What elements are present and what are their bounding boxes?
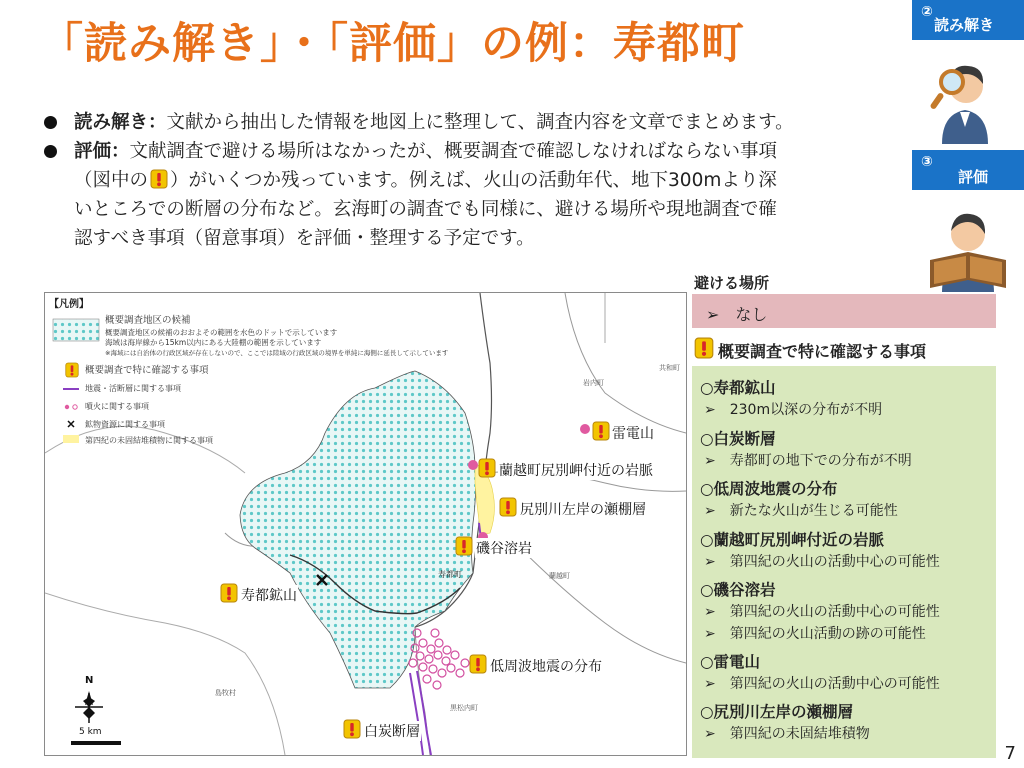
confirm-item-sub: ➢ 第四紀の火山活動の跡の可能性 [704,626,926,642]
confirm-item-name: ○低周波地震の分布 [700,480,838,498]
step-label: 読み解き [934,16,995,34]
bullet-evaluation-label: 評価： [74,141,130,162]
legend-volcano-icon [65,405,69,409]
bullet-list [44,108,904,253]
admin-boundary [515,543,686,663]
page-number: 7 [1004,743,1016,764]
confirm-item-sub: ➢ 第四紀の火山の活動中心の可能性 [704,554,940,570]
confirm-item-sub: ➢ 230m以深の分布が不明 [704,402,883,418]
rankoshi-volcano-dot [468,460,478,470]
legend-candidate-label: 概要調査地区の候補 [105,315,191,326]
legend-candidate-note: 海域は海岸線から15km以内にある大陸棚の範囲を示しています [105,338,322,347]
north-label: N [85,675,94,686]
person-reading-book-icon [924,204,1012,292]
town-label-kuromatsunai: 黒松内町 [450,704,478,712]
confirm-heading-mark-icon [694,337,714,359]
confirm-item-name: ○蘭越町尻別岬付近の岩脈 [700,531,885,549]
legend-candidate-swatch [53,319,99,341]
caution-mark-icon [593,422,609,440]
map-label-shiribetsu: 尻別川左岸の瀬棚層 [519,499,647,519]
confirm-item-name: ○磯谷溶岩 [700,581,776,599]
bullet-evaluation-text-b1: （図中の [74,170,149,191]
page-title: 「読み解き」・「評価」の例：寿都町 [40,19,745,69]
caution-mark-icon [456,537,472,555]
north-arrow-icon [75,691,103,723]
bullet-evaluation [44,137,904,253]
caution-mark-icon [344,720,360,738]
person-with-magnifier-icon [930,52,1000,144]
raidenyama-volcano-dot [580,424,590,434]
map-label-isoya: 磯谷溶岩 [475,538,533,558]
caution-mark-icon [221,584,237,602]
legend-fault-label: 地震・活断層に関する事項 [85,384,181,393]
town-label-rankoshi: 蘭越町 [549,572,570,580]
legend-special-label: 概要調査で特に確認する事項 [85,365,209,376]
town-label-suttsu: 寿都町 [438,570,462,579]
legend-title: 【凡例】 [49,299,89,310]
step-badge-evaluation [912,150,1024,190]
map-label-rankoshi: 蘭越町尻別岬付近の岩脈 [498,460,654,480]
confirm-item-sub: ➢ 第四紀の未固結堆積物 [704,726,870,742]
legend-mineral-icon [68,421,74,427]
bullet-evaluation-text-b2: ）がいくつか残っています。例えば、火山の活動年代、地下300mより深 [170,170,777,191]
map-canvas [45,293,686,755]
legend-quaternary-label: 第四紀の未固結堆積物に関する事項 [85,436,213,445]
scale-label: 5 km [79,727,102,737]
bullet-reading [44,108,904,137]
bullet-evaluation-text-c: いところでの断層の分布など。玄海町の調査でも同様に、避ける場所や現地調査で確 [74,199,777,220]
legend-caution-mark-icon [66,363,78,377]
bullet-evaluation-text-a: 文献調査で避ける場所はなかったが、概要調査で確認しなければならない事項 [129,141,778,162]
legend-quaternary-swatch [63,435,79,443]
confirm-item-sub: ➢ 寿都町の地下での分布が不明 [704,453,912,469]
step-badge-reading [912,0,1024,40]
bullet-reading-label: 読み解き： [74,112,167,133]
confirm-item-name: ○寿都鉱山 [700,379,776,397]
bullet-reading-text: 文献から抽出した情報を地図上に整理して、調査内容を文章でまとめます。 [166,112,794,133]
coastline-west [45,426,245,473]
legend-volcano-label: 噴火に関する事項 [85,402,149,411]
map-label-hakutan: 白炭断層 [363,721,421,741]
confirm-item-name: ○白炭断層 [700,430,776,448]
caution-mark-icon [470,655,486,673]
confirm-heading: 概要調査で特に確認する事項 [718,342,927,361]
map-panel [44,292,687,756]
legend-candidate-note: ※海域には自治体の行政区域が存在しないので、ここでは陸域の行政区域の境界を単純に海側に延長して示しています [105,349,449,357]
avoid-heading: 避ける場所 [694,274,770,292]
map-label-raidenyama: 雷電山 [611,423,655,443]
confirm-item-name: ○尻別川左岸の瀬棚層 [700,703,854,721]
confirm-item-sub: ➢ 新たな火山が生じる可能性 [704,503,898,519]
bullet-dot-icon [44,116,57,129]
caution-mark-icon [500,498,516,516]
confirm-list [692,366,996,758]
town-label-shimamaki: 島牧村 [215,689,236,697]
step-label: 評価 [958,168,989,186]
step-number: ③ [921,154,933,170]
scale-bar [71,741,121,745]
step-number: ② [921,4,933,20]
avoid-item: ➢ なし [706,305,768,324]
hakutan-fault-line [410,673,423,755]
avoid-box [692,294,996,328]
bullet-dot-icon [44,145,57,158]
caution-mark-icon [479,459,495,477]
confirm-item-name: ○雷電山 [700,653,761,671]
town-label-kyowa: 共和町 [659,364,680,372]
town-label-iwanai: 岩内町 [583,379,604,387]
map-label-low-frequency: 低周波地震の分布 [489,656,603,676]
legend-mineral-label: 鉱物資源に関する事項 [85,420,165,429]
legend-volcano-icon [73,405,77,409]
confirm-item-sub: ➢ 第四紀の火山の活動中心の可能性 [704,676,940,692]
confirm-item-sub: ➢ 第四紀の火山の活動中心の可能性 [704,604,940,620]
map-label-suttsu-mine: 寿都鉱山 [240,585,298,605]
caution-mark-icon [150,169,168,189]
hakutan-fault-line [417,671,431,755]
legend-candidate-note: 概要調査地区の候補のおおよその範囲を水色のドットで示しています [105,328,338,337]
candidate-area [240,371,476,688]
bullet-evaluation-text-d: 認すべき事項（留意事項）を評価・整理する予定です。 [74,228,535,249]
